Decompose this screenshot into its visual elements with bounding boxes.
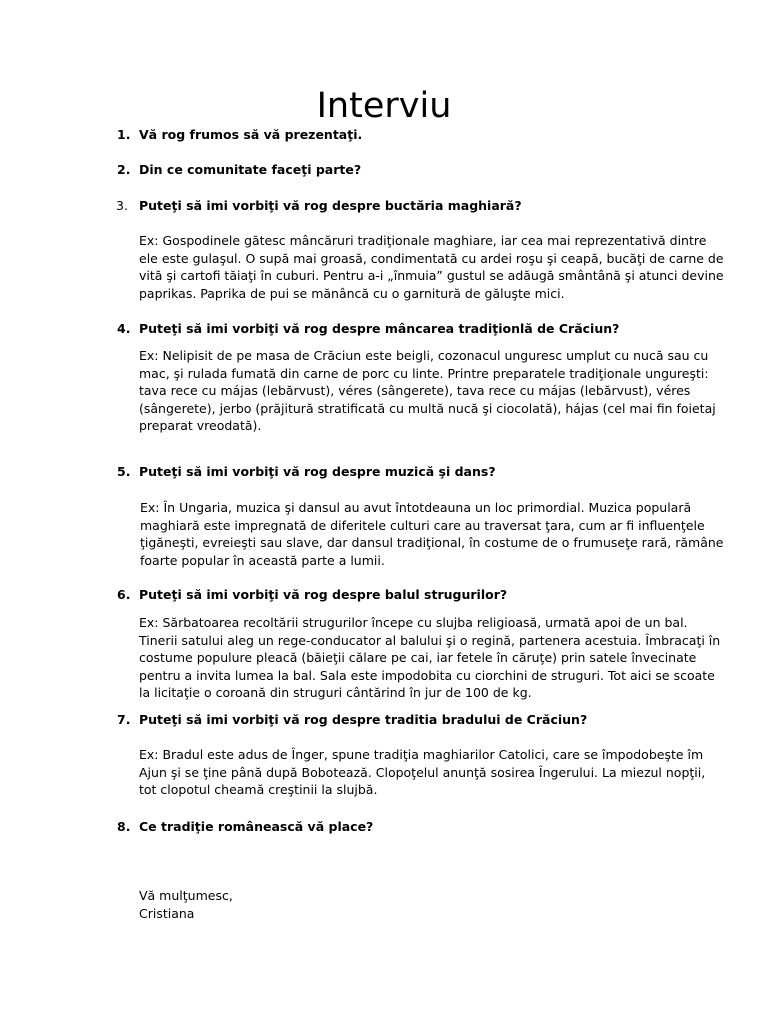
answer-line: Ajun şi se ţine până după Bobotează. Clopoţelul anunţă sosirea Îngerului. La miezul nopţii, <box>139 764 706 780</box>
answer-line: Tinerii satului aleg un rege-conducator al balului şi o regină, partenera acestuia. Îmbracaţi în <box>139 632 721 648</box>
answer-line: tot clopotul cheamă creştinii la slujbă. <box>139 782 378 798</box>
question-number: 5. <box>117 464 131 479</box>
answer-line: Ex: Gospodinele gătesc mâncăruri tradiţionale maghiare, iar cea mai reprezentativă dintre <box>139 233 707 248</box>
answer-line: paprikas. Paprika de pui se mănâncă cu o garnitură de găluşte mici. <box>139 285 565 301</box>
answer-5 <box>140 499 723 569</box>
closing-text: Vă mulţumesc, <box>139 888 233 903</box>
question-text: Puteţi să imi vorbiţi vă rog despre traditia bradului de Crăciun? <box>139 712 588 727</box>
answer-line: Ex: Bradul este adus de Înger, spune tradiţia maghiarilor Catolici, care se împodobeşte îm <box>139 747 704 762</box>
signature: Cristiana <box>139 906 195 921</box>
answer-line: la licitaţie o coroană din struguri cântărind în jur de 100 de kg. <box>139 685 532 701</box>
question-number: 8. <box>117 819 131 834</box>
question-text: Puteţi să imi vorbiţi vă rog despre buctăria maghiară? <box>139 198 522 213</box>
answer-line: ţigăneşti, evreieşti sau slave, dar dansul tradiţional, în costume de o frumuseţe rară, rămâne <box>140 535 724 551</box>
answer-line: Ex: În Ungaria, muzica şi dansul au avut întotdeauna un loc primordial. Muzica populară <box>140 500 692 515</box>
answer-line: tava rece cu májas (lebărvust), véres (sângerete), tava rece cu májas (lebărvust), véres <box>139 383 691 399</box>
question-number: 2. <box>117 162 131 177</box>
answer-line: mac, şi rulada fumată din carne de porc cu linte. Printre preparatele tradiţionale ungureşti: <box>139 365 709 381</box>
answer-line: vită şi cartofi tăiaţi în cuburi. Pentru a-i „înmuia” gustul se adăugă smântână şi atunci devine <box>139 268 724 284</box>
question-text: Puteţi să imi vorbiţi vă rog despre balul strugurilor? <box>139 587 508 602</box>
answer-3 <box>139 232 724 302</box>
question-number: 3. <box>116 198 128 213</box>
answer-line: foarte popular în această parte a lumii. <box>140 552 385 568</box>
answer-line: preparat vreodată). <box>139 418 262 434</box>
answer-7 <box>139 746 705 799</box>
answer-line: pentru a invita lumea la bal. Sala este impodobita cu ciorchini de struguri. Tot aici se scoate <box>139 667 715 683</box>
question-text: Puteţi să imi vorbiţi vă rog despre muzică şi dans? <box>139 464 496 479</box>
answer-line: costume populure pleacă (băieţii călare pe cai, iar fetele în căruţe) prin satele învecinate <box>139 650 697 666</box>
question-text: Din ce comunitate faceţi parte? <box>139 162 362 177</box>
answer-line: Ex: Nelipisit de pe masa de Crăciun este beigli, cozonacul unguresc umplut cu nucă sau cu <box>139 348 709 363</box>
answer-line: Ex: Sărbatoarea recoltării strugurilor începe cu slujba religioasă, urmată apoi de un bal. <box>139 615 688 630</box>
question-number: 1. <box>117 127 131 142</box>
question-number: 4. <box>117 321 131 336</box>
document-title: Interviu <box>316 86 452 126</box>
answer-line: ele este gulaşul. O supă mai groasă, condimentată cu ardei roşu şi ceapă, bucăţi de carne de <box>139 250 724 266</box>
answer-4 <box>139 347 716 435</box>
question-number: 7. <box>117 712 131 727</box>
question-text: Puteţi să imi vorbiţi vă rog despre mâncarea tradiţionlă de Crăciun? <box>139 321 620 336</box>
question-number: 6. <box>117 587 131 602</box>
answer-6 <box>139 614 720 702</box>
question-text: Vă rog frumos să vă prezentaţi. <box>139 127 363 142</box>
answer-line: maghiară este impregnată de diferitele culturi care au traversat ţara, cum ar fi influenţele <box>140 517 705 533</box>
answer-line: (sângerete), jerbo (prăjitură stratificată cu multă nucă şi ciocolată), hájas (cel mai fin foietaj <box>139 400 716 416</box>
question-text: Ce tradiţie românească vă place? <box>139 819 374 834</box>
